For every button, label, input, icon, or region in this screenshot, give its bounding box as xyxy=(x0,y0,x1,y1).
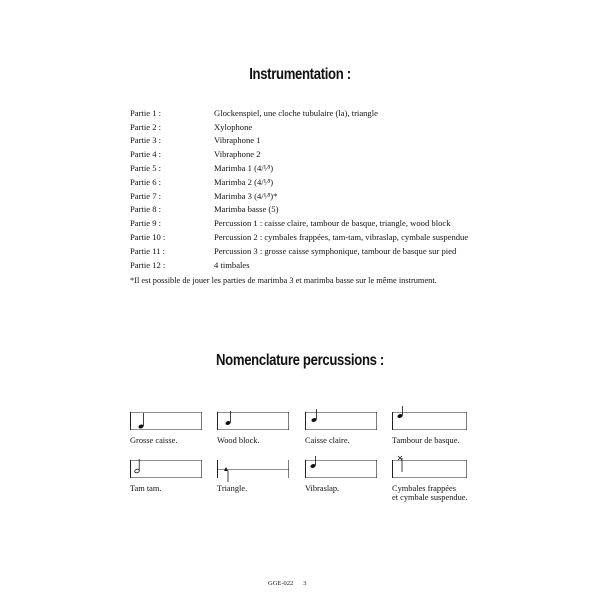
perc-label: Grosse caisse. xyxy=(130,436,178,445)
perc-label: Vibraslap. xyxy=(305,484,340,493)
part-instrument: Marimba 2 (4/¹⁄³) xyxy=(214,176,274,187)
part-instrument: Marimba basse (5) xyxy=(214,204,279,215)
part-row xyxy=(130,189,514,203)
perc-label: Caisse claire. xyxy=(305,436,350,445)
part-row xyxy=(130,147,514,161)
part-instrument: Percussion 1 : caisse claire, tambour de basque, triangle, wood block xyxy=(214,218,451,229)
part-label: Partie 4 : xyxy=(130,149,162,160)
staff-notation xyxy=(130,460,202,478)
staff-notation xyxy=(392,412,467,430)
part-row xyxy=(130,120,514,134)
perc-label: Wood block. xyxy=(217,436,260,445)
part-row xyxy=(130,216,514,230)
triangle-notehead xyxy=(224,467,228,471)
part-instrument: 4 timbales xyxy=(214,259,250,270)
part-instrument: Vibraphone 1 xyxy=(214,135,261,146)
staff-notation xyxy=(217,460,289,478)
perc-label-line2: et cymbale suspendue. xyxy=(392,493,468,502)
part-row xyxy=(130,244,514,258)
part-label: Partie 2 : xyxy=(130,121,162,132)
x-notehead xyxy=(398,456,402,460)
part-label: Partie 1 : xyxy=(130,107,162,118)
page-number: 3 xyxy=(303,580,307,587)
footer xyxy=(268,580,307,587)
footer-code: GGE-022 xyxy=(268,580,294,587)
part-instrument: Marimba 3 (4/¹⁄³)* xyxy=(214,190,278,201)
part-label: Partie 6 : xyxy=(130,176,162,187)
part-label: Partie 10 : xyxy=(130,232,166,243)
part-row xyxy=(130,175,514,189)
part-row xyxy=(130,134,514,148)
part-label: Partie 9 : xyxy=(130,218,162,229)
perc-label: Tambour de basque. xyxy=(392,436,460,445)
part-instrument: Percussion 2 : cymbales frappées, tam-tam, vibraslap, cymbale suspendue xyxy=(214,232,469,243)
staff-notation xyxy=(130,412,202,430)
marimba-note: *Il est possible de jouer les parties de marimba 3 et marimba basse sur le même instrument. xyxy=(130,276,437,285)
part-instrument: Percussion 3 : grosse caisse symphonique, tambour de basque sur pied xyxy=(214,245,457,256)
part-label: Partie 11 : xyxy=(130,245,166,256)
staff-notation xyxy=(305,412,377,430)
part-label: Partie 12 : xyxy=(130,259,166,270)
part-instrument: Glockenspiel, une cloche tubulaire (la), triangle xyxy=(214,107,378,118)
part-row xyxy=(130,203,514,217)
part-label: Partie 3 : xyxy=(130,135,162,146)
staff-notation xyxy=(392,460,467,478)
part-row xyxy=(130,161,514,175)
perc-label: Tam tam. xyxy=(130,484,162,493)
staff-notation xyxy=(305,460,377,478)
nomenclature-title: Nomenclature percussions : xyxy=(216,352,384,369)
part-row xyxy=(130,106,514,120)
staff-notation xyxy=(217,412,289,430)
part-label: Partie 7 : xyxy=(130,190,162,201)
part-row xyxy=(130,258,514,272)
part-row xyxy=(130,230,514,244)
perc-label: Cymbales frappées xyxy=(392,484,456,493)
part-instrument: Xylophone xyxy=(214,121,253,132)
part-label: Partie 5 : xyxy=(130,163,162,174)
part-instrument: Marimba 1 (4/¹⁄³) xyxy=(214,163,274,174)
instrumentation-title: Instrumentation : xyxy=(249,66,351,83)
perc-label: Triangle. xyxy=(217,484,248,493)
part-label: Partie 8 : xyxy=(130,204,162,215)
part-instrument: Vibraphone 2 xyxy=(214,149,261,160)
parts-list xyxy=(130,106,514,272)
